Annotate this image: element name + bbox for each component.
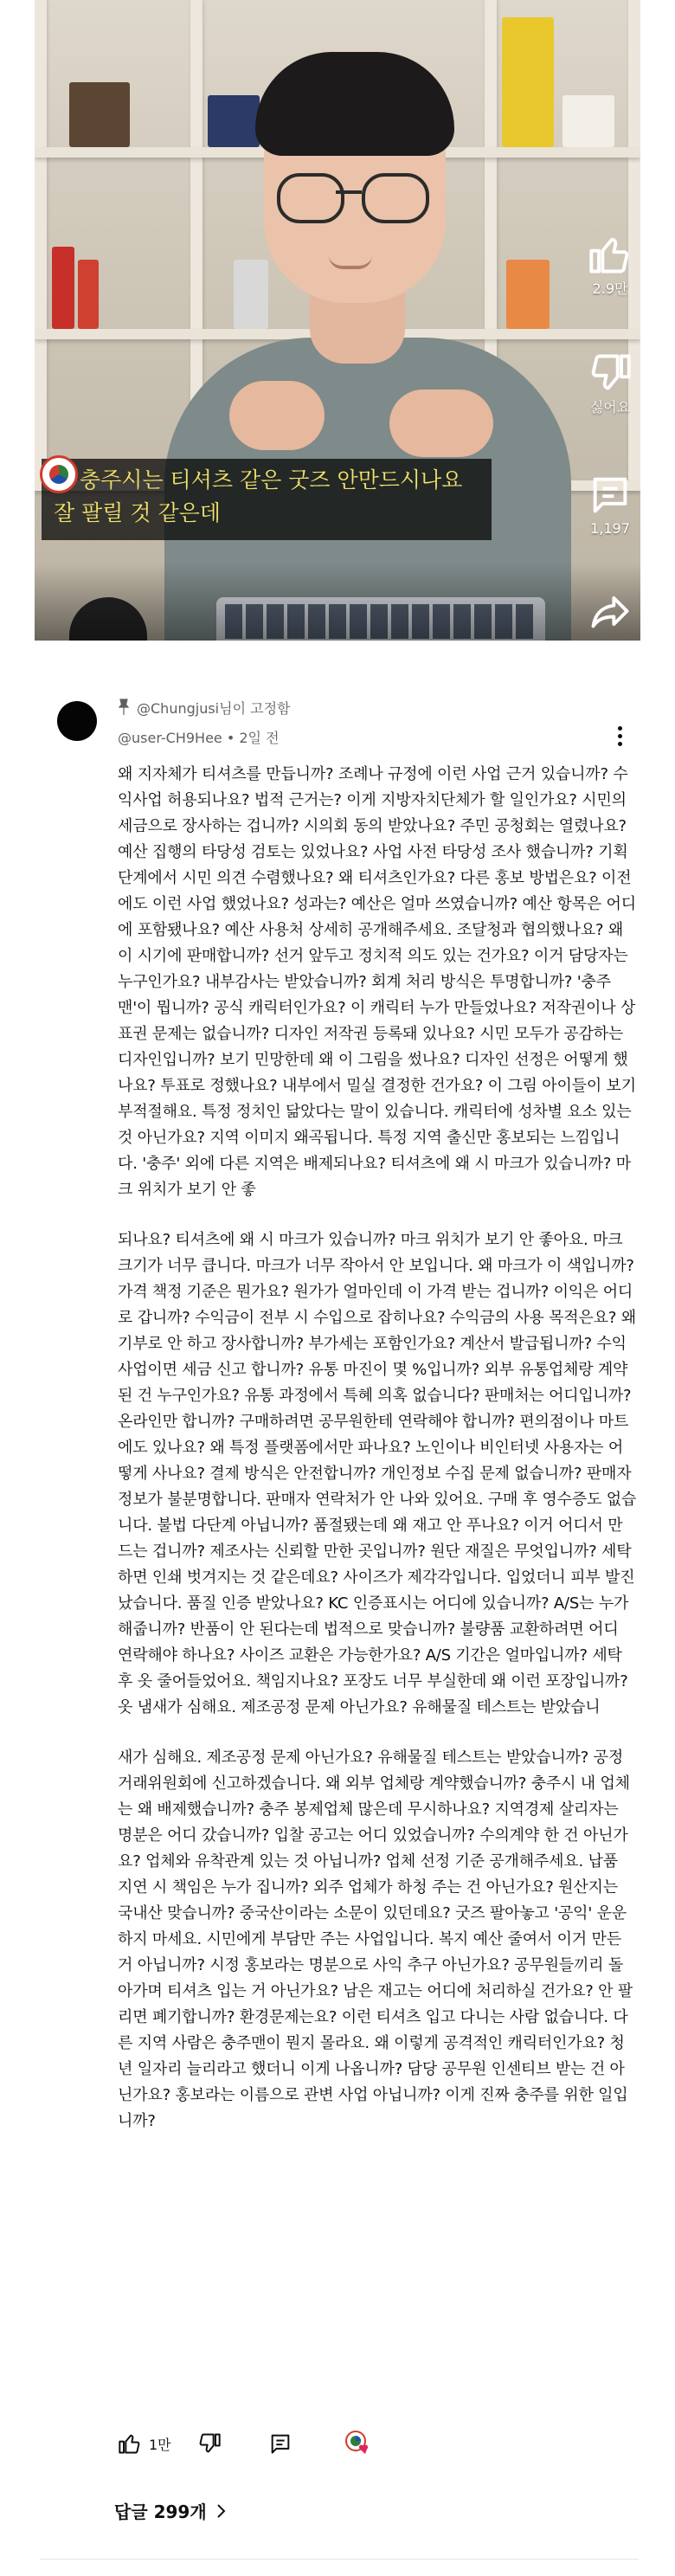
comment-dislike-button[interactable]	[197, 2431, 222, 2456]
comment-author[interactable]: @user-CH9Hee	[118, 730, 222, 746]
meta-separator: •	[226, 730, 240, 746]
comment-paragraph-1: 왜 지자체가 티셔츠를 만듭니까? 조례나 규정에 이런 사업 근거 있습니까? 수익사업 허용되나요? 법적 근거는? 이게 지방자치단체가 할 일인가요? 시민의 세금으로 장사하는 겁니까? 시의회 동의 받았나요? 주민 공청회는 열렸나요? 예산 집행의 타당성 검토는 있었나요? 사업 사전 타당성 조사 했습니까? 기획 단계에서 시민 의견 수렴했나요? 왜 티셔츠인가요? 다른 홍보 방법은요? 이전에도 이런 사업 했었나요? 성과는? 예산은 얼마 쓰였습니까? 예산 항목은 어디에 포함됐나요? 예산 사용처 상세히 공개해주세요. 조달청과 협의했나요? 왜 이 시기에 판매합니까? 선거 앞두고 정치적 의도 있는 건가요? 이거 담당자는 누구인가요? 내부감사는 받았습니까? 회계 처리 방식은 투명합니까? '충주맨'이 뭡니까? 공식 캐릭터인가요? 이 캐릭터 누가 만들었나요? 저작권이나 상표권 문제는 없습니까? 디자인 저작권 등록돼 있나요? 시민 모두가 공감하는 디자인입니까? 보기 민망한데 왜 이 그림을 썼나요? 디자인 선정은 어떻게 했나요? 투표로 정했나요? 내부에서 밀실 결정한 건가요? 이 그림 아이들이 보기 부적절해요. 특정 정치인 닮았다는 말이 있습니다. 캐릭터에 성차별 요소 있는 것 아닌가요? 지역 이미지 왜곡됩니다. 특정 지역 출신만 홍보되는 느낌입니다. '충주' 외에 다른 지역은 배제되나요? 티셔츠에 왜 시 마크가 있습니까? 마크 위치가 보기 안 좋	[118, 765, 636, 1199]
like-count: 2.9만	[592, 280, 628, 297]
share-icon	[588, 589, 633, 634]
shelf-post	[35, 0, 47, 485]
dislike-label: 싫어요	[589, 399, 631, 415]
chevron-right-icon	[215, 2503, 226, 2519]
divider	[40, 2559, 639, 2560]
pinned-indicator	[118, 697, 290, 718]
comment-like-button[interactable]	[118, 2431, 171, 2456]
comment-meta	[118, 727, 280, 747]
shelf-item	[562, 95, 614, 147]
replies-label: 답글 299개	[114, 2502, 207, 2522]
video-player[interactable]	[35, 0, 640, 641]
comment-icon	[588, 472, 633, 517]
comments-button[interactable]	[580, 472, 640, 538]
caption-line-2: 잘 팔릴 것 같은데	[54, 500, 221, 525]
shelf-item	[506, 260, 550, 329]
dislike-icon	[197, 2431, 222, 2456]
like-icon	[588, 232, 633, 277]
comment-like-count: 1만	[149, 2436, 171, 2453]
like-icon	[118, 2431, 142, 2456]
pinned-label: @Chungjusi님이 고정함	[137, 699, 291, 717]
like-button[interactable]	[580, 232, 640, 298]
comment-actions	[118, 2429, 372, 2458]
glasses-bridge	[336, 190, 362, 194]
left-hand	[229, 381, 325, 450]
creator-heart-icon	[344, 2430, 372, 2457]
comment-count: 1,197	[590, 520, 630, 537]
reply-icon	[268, 2431, 292, 2456]
video-shade	[35, 563, 640, 641]
avatar[interactable]	[57, 701, 97, 741]
right-hand	[389, 390, 493, 457]
comment-time: 2일 전	[239, 730, 280, 746]
caption-line-1: 충주시는 티셔츠 같은 굿즈 안만드시나요	[80, 467, 463, 493]
shelf-item	[69, 82, 130, 147]
share-button[interactable]	[580, 589, 640, 634]
shelf-item	[78, 260, 99, 329]
dislike-button[interactable]	[580, 351, 640, 416]
comment-body	[118, 762, 637, 2135]
presenter-hair	[255, 52, 454, 156]
channel-logo-icon	[40, 455, 78, 493]
shelf-item	[234, 260, 268, 329]
shelf-item	[208, 95, 260, 147]
glasses	[362, 173, 429, 223]
replies-toggle[interactable]	[114, 2498, 226, 2523]
pin-icon	[118, 699, 130, 716]
creator-heart	[344, 2430, 372, 2457]
video-caption	[42, 459, 492, 540]
more-icon[interactable]	[611, 720, 628, 751]
reply-button[interactable]	[268, 2431, 292, 2456]
glasses	[277, 173, 344, 223]
shelf-item	[502, 17, 554, 147]
comment-paragraph-3: 새가 심해요. 제조공정 문제 아닌가요? 유해물질 테스트는 받았습니까? 공정거래위원회에 신고하겠습니다. 왜 외부 업체랑 계약했습니까? 충주시 내 업체는 왜 배제했습니까? 충주 봉제업체 많은데 무시하나요? 지역경제 살리자는 명분은 어디 갔습니까? 입찰 공고는 어디 있었습니까? 수의계약 한 건 아닌가요? 업체와 유착관계 있는 것 아닙니까? 업체 선정 기준 공개해주세요. 납품 지연 시 책임은 누가 집니까? 외주 업체가 하청 주는 건 아닌가요? 원산지는 국내산 맞습니까? 중국산이라는 소문이 있던데요? 굿즈 팔아놓고 '공익' 운운하지 마세요. 시민에게 부담만 주는 사업입니다. 복지 예산 줄여서 이거 만든 거 아닙니까? 시정 홍보라는 명분으로 사익 추구 아닌가요? 공무원들끼리 돌아가며 티셔츠 입는 거 아닌가요? 남은 재고는 어디에 처리하실 건가요? 안 팔리면 폐기합니까? 환경문제는요? 이런 티셔츠 입고 다니는 사람 없습니다. 다른 지역 사람은 충주맨이 뭔지 몰라요. 왜 이렇게 공격적인 캐릭터인가요? 청년 일자리 늘리라고 했더니 이게 나옵니까? 담당 공무원 인센티브 받는 건 아닌가요? 홍보라는 이름으로 관변 사업 아닙니까? 이게 진짜 충주를 위한 일입니까?	[118, 1748, 633, 2130]
comment-paragraph-2: 되나요? 티셔츠에 왜 시 마크가 있습니까? 마크 위치가 보기 안 좋아요. 마크 크기가 너무 큽니다. 마크가 너무 작아서 안 보입니다. 왜 마크가 이 색입니까? 가격 책정 기준은 뭔가요? 원가가 얼마인데 이 가격 받는 겁니까? 이익은 어디로 갑니까? 수익금이 전부 시 수입으로 잡히나요? 수익금의 사용 목적은요? 왜 기부로 안 하고 장사합니까? 부가세는 포함인가요? 계산서 발급됩니까? 수익사업이면 세금 신고 합니까? 유통 마진이 몇 %입니까? 외부 유통업체랑 계약된 건 누구인가요? 유통 과정에서 특혜 의혹 없습니다? 판매처는 어디입니까? 온라인만 합니까? 구매하려면 공무원한테 연락해야 합니까? 편의점이나 마트에도 있나요? 왜 특정 플랫폼에서만 파나요? 노인이나 비인터넷 사용자는 어떻게 사나요? 결제 방식은 안전합니까? 개인정보 수집 문제 없습니까? 판매자 정보가 불분명합니다. 판매자 연락처가 안 나와 있어요. 구매 후 영수증도 없습니다. 불법 다단계 아닙니까? 품절됐는데 왜 재고 안 푸나요? 이거 어디서 만드는 겁니까? 제조사는 신뢰할 만한 곳입니까? 원단 재질은 무엇입니까? 세탁하면 인쇄 벗겨지는 것 같은데요? 사이즈가 제각각입니다. 입었더니 피부 발진 났습니다. 품질 인증 받았나요? KC 인증표시는 어디에 있습니까? A/S는 누가 해줍니까? 반품이 안 된다는데 법적으로 맞습니까? 불량품 교환하려면 어디 연락해야 하나요? 사이즈 교환은 가능한가요? A/S 기간은 얼마입니까? 세탁 후 옷 줄어들었어요. 책임지나요? 포장도 너무 부실한데 왜 이런 포장입니까? 옷 냄새가 심해요. 제조공정 문제 아닌가요? 유해물질 테스트는 받았습니	[118, 1231, 637, 1716]
shelf-item	[52, 247, 74, 329]
dislike-icon	[588, 351, 633, 396]
